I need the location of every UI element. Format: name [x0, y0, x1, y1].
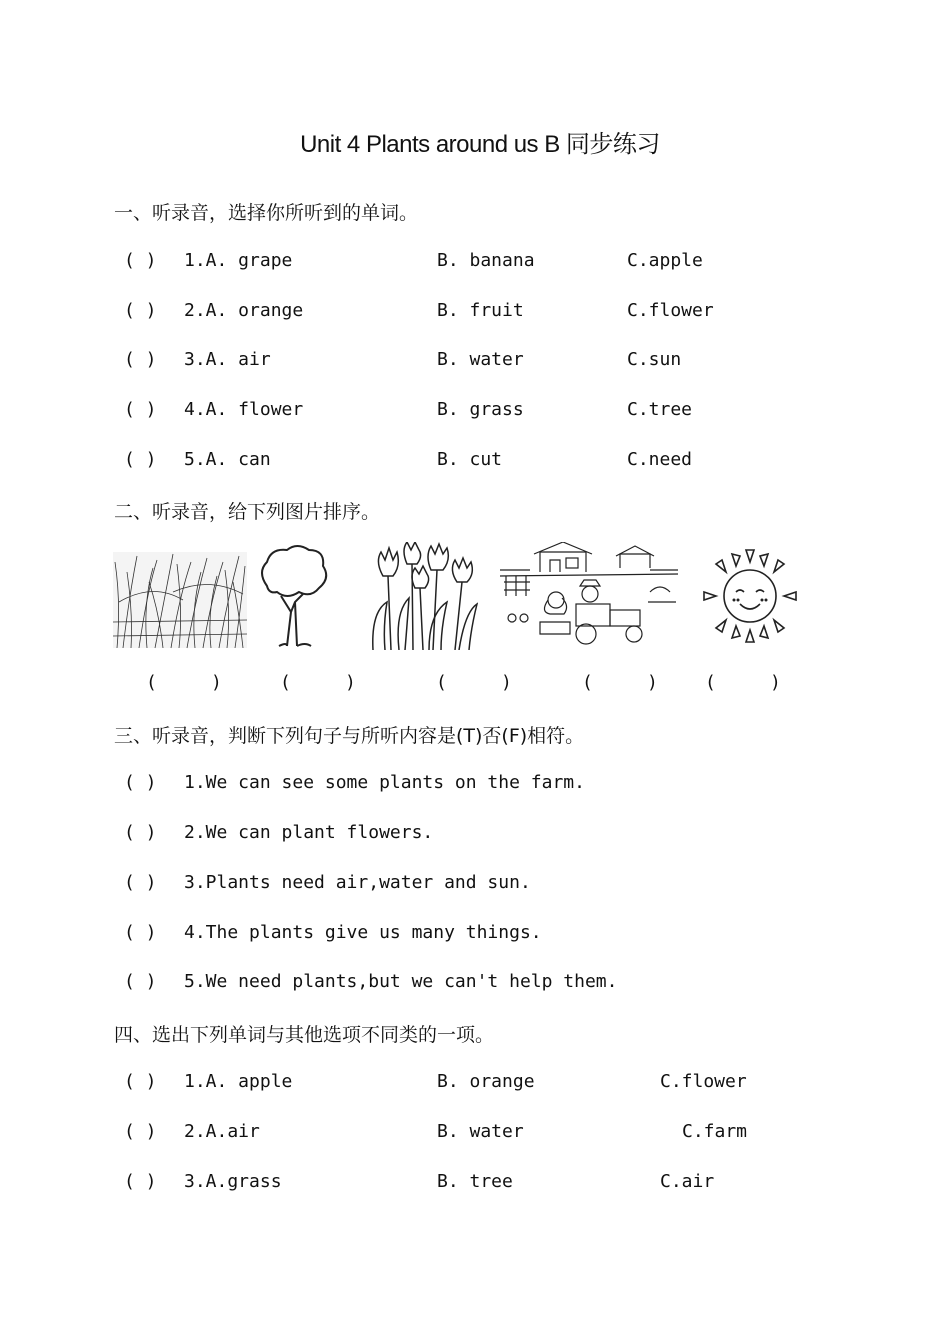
answer-blank[interactable]: ( ): [124, 1121, 157, 1142]
option-a: 2.A. orange: [184, 300, 304, 321]
answer-blank[interactable]: ( ): [124, 822, 157, 843]
picture-order-blank-5[interactable]: ( ): [705, 672, 781, 693]
statement-text: 5.We need plants,but we can't help them.: [184, 971, 618, 992]
option-a: 1.A. grape: [184, 250, 293, 271]
statement-text: 1.We can see some plants on the farm.: [184, 772, 585, 793]
page-title: Unit 4 Plants around us B 同步练习: [300, 131, 660, 158]
section3-heading: 三、听录音，判断下列句子与所听内容是(T)否(F)相符。: [114, 725, 585, 747]
option-b: B. water: [437, 349, 524, 370]
answer-blank[interactable]: ( ): [124, 399, 157, 420]
section2-heading: 二、听录音，给下列图片排序。: [114, 501, 381, 523]
tulips-picture: [369, 542, 478, 650]
answer-blank[interactable]: ( ): [124, 772, 157, 793]
answer-blank[interactable]: ( ): [124, 1171, 157, 1192]
picture-order-blank-1[interactable]: ( ): [146, 672, 222, 693]
option-c: C.need: [627, 449, 693, 470]
sun-picture: [700, 542, 800, 650]
statement-text: 4.The plants give us many things.: [184, 922, 542, 943]
option-b: B. tree: [437, 1171, 513, 1192]
option-c: C.farm: [682, 1121, 748, 1142]
picture-order-blank-4[interactable]: ( ): [582, 672, 658, 693]
option-a: 2.A.air: [184, 1121, 260, 1142]
option-c: C.flower: [627, 300, 714, 321]
option-a: 3.A.grass: [184, 1171, 282, 1192]
option-b: B. grass: [437, 399, 524, 420]
picture-order-blank-2[interactable]: ( ): [280, 672, 356, 693]
statement-text: 2.We can plant flowers.: [184, 822, 434, 843]
option-a: 1.A. apple: [184, 1071, 293, 1092]
grass-picture: [113, 542, 247, 650]
statement-text: 3.Plants need air,water and sun.: [184, 872, 531, 893]
tree-picture: [257, 542, 331, 650]
answer-blank[interactable]: ( ): [124, 1071, 157, 1092]
answer-blank[interactable]: ( ): [124, 449, 157, 470]
option-b: B. banana: [437, 250, 535, 271]
option-c: C.flower: [660, 1071, 747, 1092]
option-b: B. orange: [437, 1071, 535, 1092]
answer-blank[interactable]: ( ): [124, 872, 157, 893]
answer-blank[interactable]: ( ): [124, 250, 157, 271]
picture-order-blank-3[interactable]: ( ): [436, 672, 512, 693]
option-a: 3.A. air: [184, 349, 271, 370]
option-b: B. fruit: [437, 300, 524, 321]
option-c: C.tree: [627, 399, 693, 420]
answer-blank[interactable]: ( ): [124, 349, 157, 370]
section4-heading: 四、选出下列单词与其他选项不同类的一项。: [114, 1024, 495, 1046]
option-c: C.sun: [627, 349, 682, 370]
option-c: C.apple: [627, 250, 703, 271]
answer-blank[interactable]: ( ): [124, 300, 157, 321]
option-a: 4.A. flower: [184, 399, 304, 420]
option-b: B. cut: [437, 449, 503, 470]
option-a: 5.A. can: [184, 449, 271, 470]
section1-heading: 一、听录音，选择你所听到的单词。: [114, 202, 419, 224]
answer-blank[interactable]: ( ): [124, 922, 157, 943]
option-b: B. water: [437, 1121, 524, 1142]
farm-picture: [500, 542, 678, 650]
answer-blank[interactable]: ( ): [124, 971, 157, 992]
option-c: C.air: [660, 1171, 715, 1192]
